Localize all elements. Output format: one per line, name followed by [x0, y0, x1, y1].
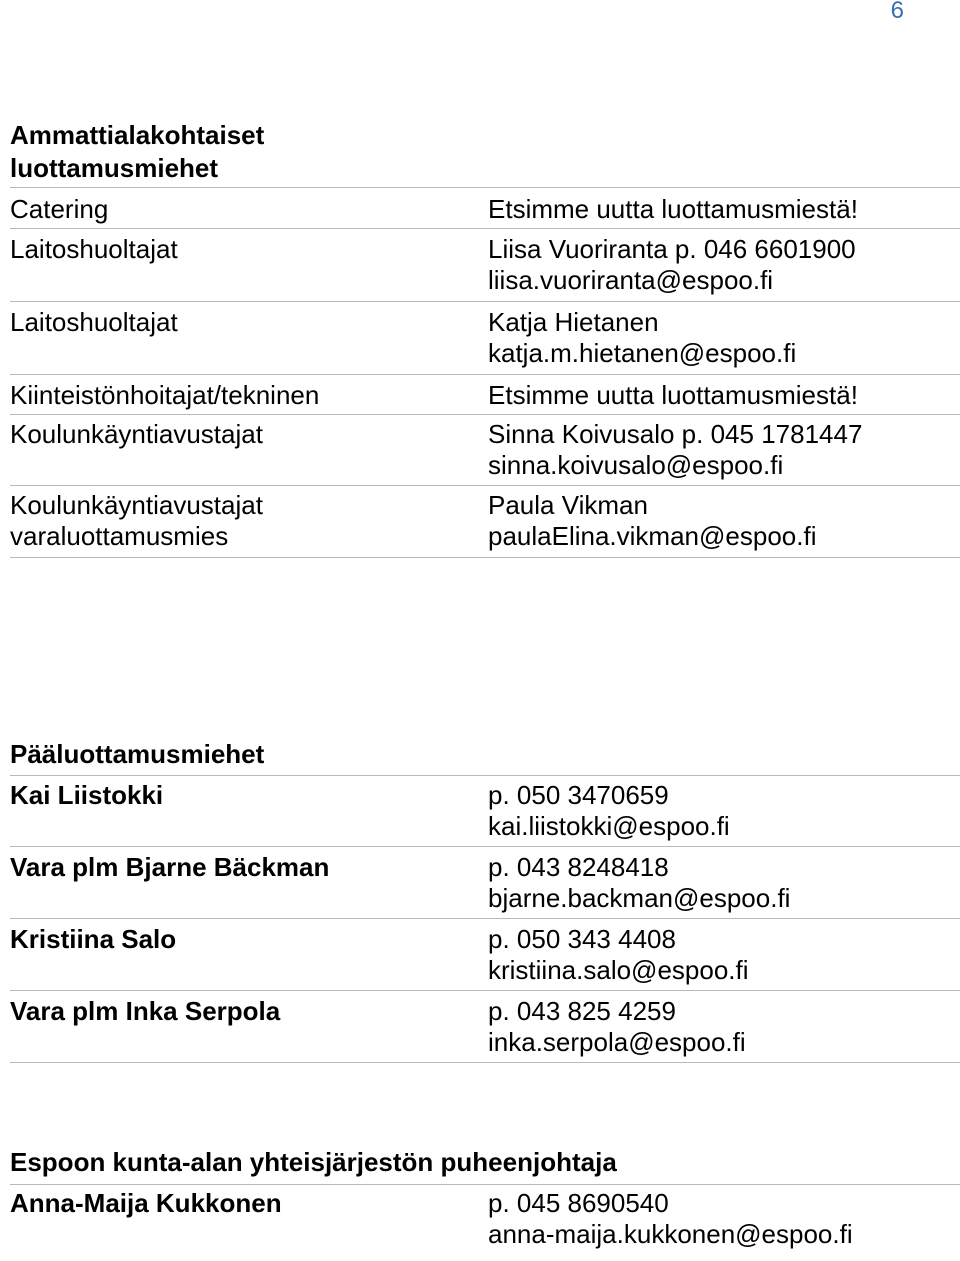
section-puheenjohtaja [10, 1146, 960, 1250]
contact-info [488, 1188, 853, 1250]
contact-info [488, 780, 730, 842]
contact-info [488, 924, 749, 986]
person-name: Kai Liistokki [10, 780, 164, 810]
table-row [10, 414, 960, 485]
email-text: kristiina.salo@espoo.fi [488, 955, 749, 985]
email-text: kai.liistokki@espoo.fi [488, 811, 730, 841]
email-text: katja.m.hietanen@espoo.fi [488, 338, 797, 368]
person-name: Vara plm Bjarne Bäckman [10, 852, 330, 882]
table-row [10, 918, 960, 990]
role-label: Catering [10, 194, 109, 224]
role-label: Koulunkäyntiavustajat [10, 419, 263, 449]
contact-info [488, 307, 796, 369]
table-row [10, 990, 960, 1063]
email-text: anna-maija.kukkonen@espoo.fi [488, 1219, 853, 1249]
phone-text: p. 043 8248418 [488, 852, 669, 882]
section-title-line-2: luottamusmiehet [10, 153, 219, 183]
person-name: Anna-Maija Kukkonen [10, 1188, 282, 1218]
role-label: Kiinteistönhoitajat/tekninen [10, 380, 320, 410]
role-label [10, 490, 488, 552]
page-number: 6 [890, 0, 904, 24]
contact-info [488, 419, 862, 481]
role-line: varaluottamusmies [10, 521, 229, 551]
role-label: Laitoshuoltajat [10, 307, 178, 337]
info-line: Liisa Vuoriranta p. 046 6601900 [488, 234, 856, 264]
info-line: Etsimme uutta luottamusmiestä! [488, 380, 858, 410]
email-text: sinna.koivusalo@espoo.fi [488, 450, 784, 480]
email-text: inka.serpola@espoo.fi [488, 1027, 746, 1057]
table-row [10, 846, 960, 918]
role-label: Laitoshuoltajat [10, 234, 178, 264]
info-line: Sinna Koivusalo p. 045 1781447 [488, 419, 863, 449]
table-row [10, 1184, 960, 1250]
section-title-line-1: Ammattialakohtaiset [10, 120, 265, 150]
section-ammattialakohtaiset [10, 119, 960, 558]
info-line: Paula Vikman [488, 490, 648, 520]
table-row [10, 228, 960, 301]
contact-info [488, 490, 816, 552]
contact-info [488, 194, 858, 225]
section-title: Pääluottamusmiehet [10, 739, 265, 769]
table-row [10, 187, 960, 228]
contact-info [488, 234, 856, 296]
contact-info [488, 852, 790, 914]
table-row [10, 301, 960, 374]
section-paaluottamusmiehet [10, 738, 960, 1063]
contact-info [488, 996, 746, 1058]
phone-text: p. 043 825 4259 [488, 996, 676, 1026]
section-title: Espoon kunta-alan yhteisjärjestön puheenjohtaja [10, 1147, 617, 1177]
role-line: Koulunkäyntiavustajat [10, 490, 263, 520]
info-line: Etsimme uutta luottamusmiestä! [488, 194, 858, 224]
table-row [10, 374, 960, 414]
table-row [10, 485, 960, 558]
contact-info [488, 380, 858, 411]
person-name: Vara plm Inka Serpola [10, 996, 281, 1026]
phone-text: p. 050 3470659 [488, 780, 669, 810]
email-text: paulaElina.vikman@espoo.fi [488, 521, 817, 551]
phone-text: p. 050 343 4408 [488, 924, 676, 954]
phone-text: p. 045 8690540 [488, 1188, 669, 1218]
email-text: bjarne.backman@espoo.fi [488, 883, 791, 913]
person-name: Kristiina Salo [10, 924, 177, 954]
table-row [10, 775, 960, 846]
email-text: liisa.vuoriranta@espoo.fi [488, 265, 774, 295]
section-title [10, 119, 960, 185]
info-line: Katja Hietanen [488, 307, 659, 337]
